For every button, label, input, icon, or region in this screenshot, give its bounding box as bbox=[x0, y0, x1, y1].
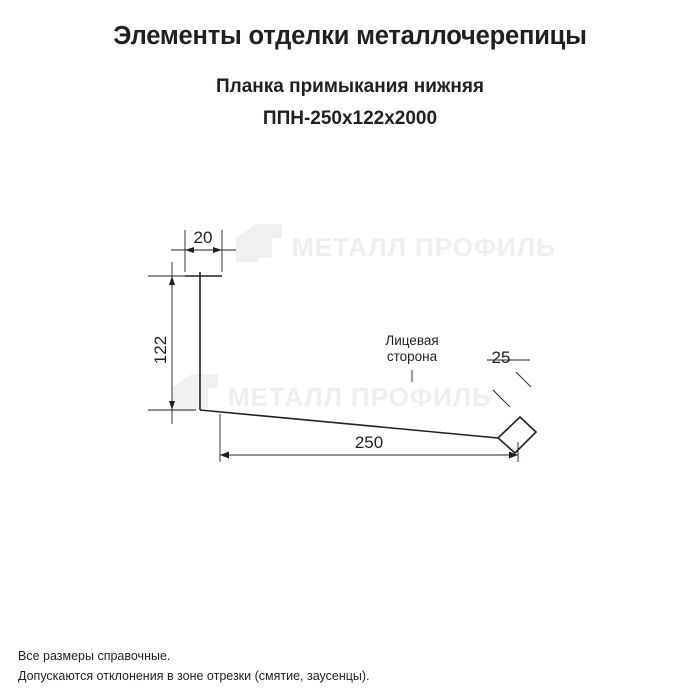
product-name: Планка примыкания нижняя bbox=[215, 76, 485, 98]
face-side-label-line1: Лицевая bbox=[385, 333, 439, 348]
dimension-label-122: 122 bbox=[151, 335, 170, 365]
footnote-line-2: Допускаются отклонения в зоне отрезки (смятие, заусенцы). bbox=[18, 668, 370, 683]
technical-drawing bbox=[0, 160, 700, 560]
watermark-text-bottom: МЕТАЛЛ ПРОФИЛЬ bbox=[228, 382, 492, 412]
footnotes bbox=[18, 647, 370, 686]
watermark-top bbox=[236, 224, 556, 262]
dimension-label-250: 250 bbox=[354, 433, 384, 452]
dimension-label-20: 20 bbox=[193, 228, 213, 247]
dimension-label-25: 25 bbox=[491, 348, 511, 367]
face-side-label-line2: сторона bbox=[386, 349, 438, 364]
page-title: Элементы отделки металлочерепицы bbox=[113, 22, 587, 50]
dimension-25 bbox=[487, 360, 531, 407]
footnote-line-1: Все размеры справочные. bbox=[18, 649, 171, 664]
watermark-bottom bbox=[172, 374, 492, 412]
product-code: ППН-250х122х2000 bbox=[262, 107, 438, 129]
profile-outline bbox=[185, 272, 536, 453]
title-block bbox=[0, 22, 700, 131]
drawing-svg bbox=[0, 160, 700, 560]
watermark-text-top: МЕТАЛЛ ПРОФИЛЬ bbox=[292, 232, 556, 262]
